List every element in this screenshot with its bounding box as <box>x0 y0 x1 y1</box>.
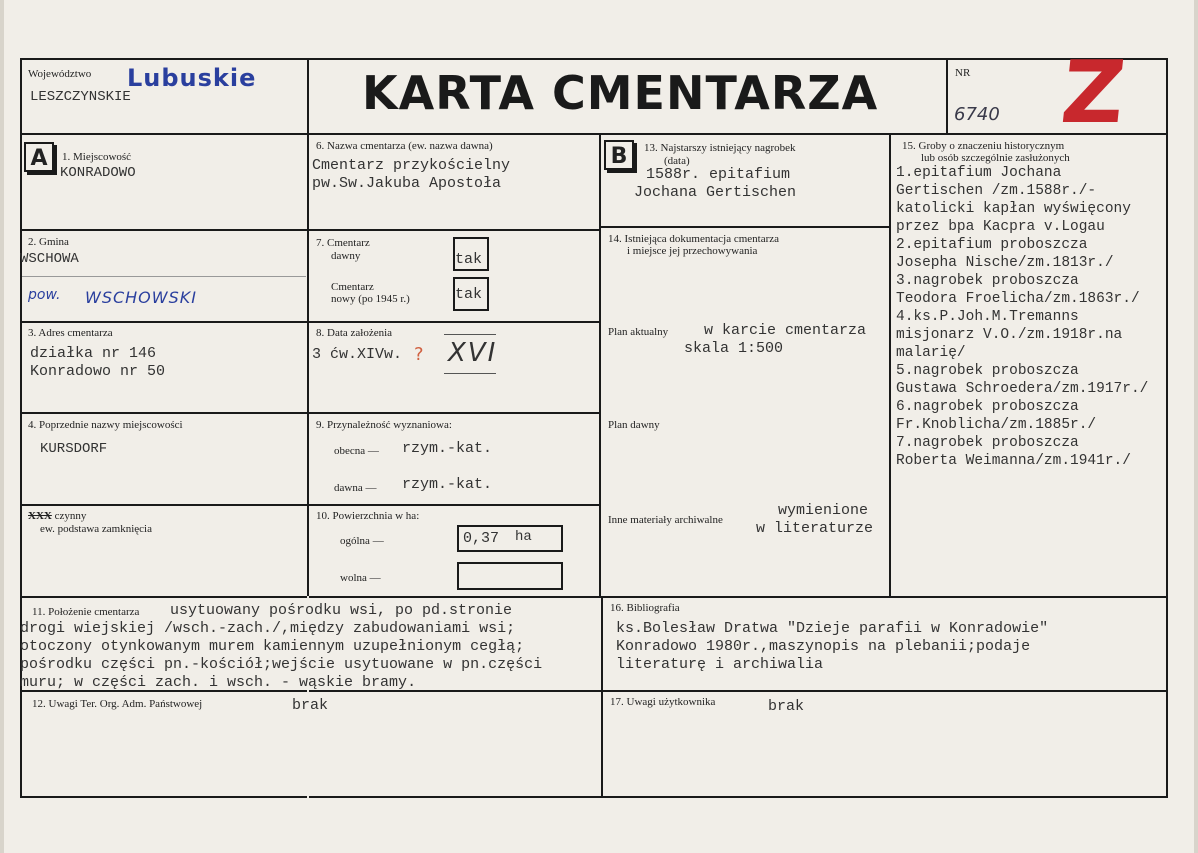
f11-line2: drogi wiejskiej /wsch.-zach./,między zabudowaniami wsi; <box>20 620 516 637</box>
header-nr-divider <box>946 58 948 135</box>
f15-line: Josepha Nische/zm.1813r./ <box>896 255 1114 271</box>
f15-line: misjonarz V.O./zm.1918r.na <box>896 327 1123 343</box>
f15-line: 5.nagrobek proboszcza <box>896 363 1079 379</box>
f15-label-2: lub osób szczególnie zasłużonych <box>921 152 1070 164</box>
f4-value: KURSDORF <box>40 441 108 457</box>
f15-line: Gustawa Schroedera/zm.1917r./ <box>896 381 1149 397</box>
section-b-letter: B <box>604 140 634 170</box>
f3-label: 3. Adres cmentarza <box>28 327 113 339</box>
f5-struck-text: XXX <box>28 510 52 522</box>
f12-label: 12. Uwagi Ter. Org. Adm. Państwowej <box>32 698 203 710</box>
wojewodztwo-stamp: Lubuskie <box>127 64 257 92</box>
f12-value: brak <box>292 697 329 714</box>
f11-line3: otoczony otynkowanym murem kamiennym uzupełnionym cegłą; <box>20 638 525 655</box>
f9-label: 9. Przynależność wyznaniowa: <box>316 419 452 431</box>
f13-line2: Jochana Gertischen <box>634 184 797 201</box>
f11-line4: pośrodku części pn.-kościół;wejście usytuowane w pn.części <box>20 656 543 673</box>
f1-label: 1. Miejscowość <box>62 151 132 163</box>
f8-question: ? <box>414 344 424 365</box>
plan-aktualny-label: Plan aktualny <box>608 326 669 338</box>
f7-label-dawny: dawny <box>331 250 361 262</box>
f15-line: Teodora Froelicha/zm.1863r./ <box>896 291 1140 307</box>
f15-line: Fr.Knoblicha/zm.1885r./ <box>896 417 1097 433</box>
wojewodztwo-old-value: LESZCZYNSKIE <box>30 89 131 105</box>
f15-line: malarię/ <box>896 345 966 361</box>
f10-label: 10. Powierzchnia w ha: <box>316 510 420 522</box>
header-divider <box>20 133 1168 135</box>
row-divider-4 <box>20 504 601 506</box>
f3-line1: działka nr 146 <box>30 345 157 362</box>
f10-unit: ha <box>515 529 532 545</box>
column-divider-3 <box>889 133 891 598</box>
f2-separator <box>22 276 306 277</box>
f16-line3: literaturę i archiwalia <box>616 656 824 673</box>
scan-edge-right <box>1194 0 1198 853</box>
f10-wolna-label: wolna — <box>340 572 381 584</box>
f10-ogolna-value: 0,37 <box>463 530 500 547</box>
f10-wolna-box <box>457 562 563 590</box>
f9-dawna-label: dawna — <box>334 482 377 494</box>
f5-label <box>28 510 86 523</box>
f11-label: 11. Położenie cmentarza <box>32 606 140 618</box>
row-divider-3 <box>20 412 601 414</box>
bottom-column-divider <box>601 596 603 798</box>
f9-dawna-value: rzym.-kat. <box>402 476 493 493</box>
f2-value: WSCHOWA <box>20 251 79 267</box>
f8-label: 8. Data założenia <box>316 327 393 339</box>
f2-label: 2. Gmina <box>28 236 69 248</box>
f8-hand-underline <box>444 373 496 374</box>
f7-dawny-box <box>453 237 489 271</box>
row-divider-b <box>599 226 891 228</box>
f10-ogolna-label: ogólna — <box>340 535 384 547</box>
plan-aktualny-line1: w karcie cmentarza <box>704 322 867 339</box>
f14-label-2: i miejsce jej przechowywania <box>627 245 758 257</box>
f5-label-text: czynny <box>51 510 87 522</box>
f7-label: 7. Cmentarz <box>316 237 370 249</box>
f5-label-2: ew. podstawa zamknięcia <box>40 523 152 535</box>
inne-line2: w literaturze <box>756 520 874 537</box>
f15-label: 15. Groby o znaczeniu historycznym <box>902 140 1065 152</box>
f15-line: 6.nagrobek proboszcza <box>896 399 1079 415</box>
f4-label: 4. Poprzednie nazwy miejscowości <box>28 419 183 431</box>
f9-obecna-value: rzym.-kat. <box>402 440 493 457</box>
f16-label: 16. Bibliografia <box>610 602 680 614</box>
f17-label: 17. Uwagi użytkownika <box>610 696 716 708</box>
f2-hand-prefix: pow. <box>28 287 61 303</box>
f16-line1: ks.Bolesław Dratwa "Dzieje parafii w Konradowie" <box>616 620 1049 637</box>
row-divider-2 <box>20 321 601 323</box>
row-divider-bottom-1 <box>20 596 1168 598</box>
f7-dawny-value: tak <box>455 251 483 268</box>
plan-dawny-label: Plan dawny <box>608 419 660 431</box>
inne-label: Inne materiały archiwalne <box>608 514 723 526</box>
f6-line2: pw.Sw.Jakuba Apostoła <box>312 175 502 192</box>
category-letter-z: Z <box>1056 43 1130 143</box>
f15-line: 2.epitafium proboszcza <box>896 237 1088 253</box>
f16-line2: Konradowo 1980r.,maszynopis na plebanii;podaje <box>616 638 1031 655</box>
scan-edge-left <box>0 0 4 853</box>
f3-line2: Konradowo nr 50 <box>30 363 166 380</box>
f13-label-2: (data) <box>664 155 690 167</box>
f15-line: katolicki kapłan wyświęcony <box>896 201 1131 217</box>
row-divider-1 <box>20 229 601 231</box>
f15-line: 3.nagrobek proboszcza <box>896 273 1079 289</box>
f6-label: 6. Nazwa cmentarza (ew. nazwa dawna) <box>316 140 493 152</box>
f2-hand-value: WSCHOWSKI <box>85 288 197 307</box>
f15-line: 7.nagrobek proboszcza <box>896 435 1079 451</box>
f6-line1: Cmentarz przykościelny <box>312 157 511 174</box>
f8-hand-value: XVI <box>448 338 498 368</box>
f15-line: 1.epitafium Jochana <box>896 165 1062 181</box>
f11-line5: muru; w części zach. i wsch. - wąskie bramy. <box>20 674 417 691</box>
f10-ogolna-box <box>457 525 563 552</box>
column-divider-2 <box>599 133 601 598</box>
f15-line: Gertischen /zm.1588r./- <box>896 183 1097 199</box>
nr-value: 6740 <box>954 104 1000 125</box>
f7-label-cmentarz: Cmentarz <box>331 281 374 293</box>
f7-nowy-value: tak <box>455 286 483 303</box>
f13-line1: 1588r. epitafium <box>646 166 791 183</box>
f13-label: 13. Najstarszy istniejący nagrobek <box>644 142 796 154</box>
f7-nowy-box <box>453 277 489 311</box>
f11-line1: usytuowany pośrodku wsi, po pd.stronie <box>170 602 513 619</box>
inne-line1: wymienione <box>778 502 869 519</box>
section-a-letter: A <box>24 142 54 172</box>
f17-value: brak <box>768 698 805 715</box>
f8-hand-overline <box>444 334 496 335</box>
f8-value: 3 ćw.XIVw. <box>312 346 403 363</box>
nr-label: NR <box>955 67 971 79</box>
f15-line: Roberta Weimanna/zm.1941r./ <box>896 453 1131 469</box>
f9-obecna-label: obecna — <box>334 445 379 457</box>
f7-label-nowy: nowy (po 1945 r.) <box>331 293 410 305</box>
f14-label: 14. Istniejąca dokumentacja cmentarza <box>608 233 780 245</box>
wojewodztwo-label: Województwo <box>28 68 92 80</box>
page-title: KARTA CMENTARZA <box>362 66 879 120</box>
f1-value: KONRADOWO <box>60 165 136 181</box>
f15-line: przez bpa Kacpra v.Logau <box>896 219 1105 235</box>
f15-line: 4.ks.P.Joh.M.Tremanns <box>896 309 1079 325</box>
plan-aktualny-line2: skala 1:500 <box>684 340 784 357</box>
